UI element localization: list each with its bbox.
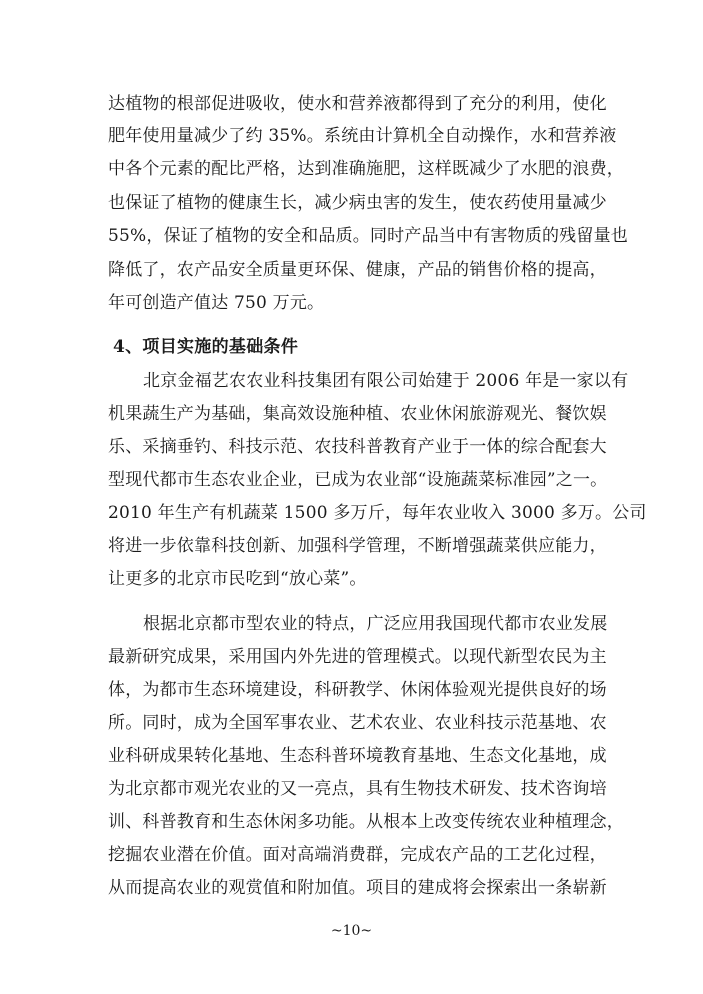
- page-number: ~10~: [330, 923, 373, 939]
- text-line: 乐、采摘垂钓、科技示范、农技科普教育产业于一体的综合配套大: [108, 437, 607, 457]
- text-line: 也保证了植物的健康生长，减少病虫害的发生，使农药使用量减少: [108, 193, 607, 213]
- section-heading: 4、项目实施的基础条件: [113, 337, 299, 357]
- text-line: 将进一步依靠科技创新、加强科学管理，不断增强蔬菜供应能力，: [108, 536, 607, 556]
- text-line: 挖掘农业潜在价值。面对高端消费群，完成农产品的工艺化过程，: [108, 845, 607, 865]
- text-line: 达植物的根部促进吸收，使水和营养液都得到了充分的利用，使化: [108, 94, 607, 114]
- text-line: 55%，保证了植物的安全和品质。同时产品当中有害物质的残留量也: [108, 226, 628, 246]
- text-line: 体，为都市生态环境建设，科研教学、休闲体验观光提供良好的场: [108, 680, 607, 700]
- text-line: 2010 年生产有机蔬菜 1500 多万斤，每年农业收入 3000 多万。公司: [108, 503, 647, 523]
- text-line: 训、科普教育和生态休闲多功能。从根本上改变传统农业种植理念，: [108, 812, 624, 832]
- text-line: 根据北京都市型农业的特点，广泛应用我国现代都市农业发展: [143, 614, 608, 634]
- text-line: 中各个元素的配比严格，达到准确施肥，这样既减少了水肥的浪费，: [108, 159, 624, 179]
- text-line: 所。同时，成为全国军事农业、艺术农业、农业科技示范基地、农: [108, 713, 607, 733]
- text-line: 从而提高农业的观赏值和附加值。项目的建成将会探索出一条崭新: [108, 878, 607, 898]
- text-line: 让更多的北京市民吃到“放心菜”。: [108, 569, 367, 589]
- text-line: 型现代都市生态农业企业，已成为农业部“设施蔬菜标准园”之一。: [108, 470, 608, 490]
- text-line: 最新研究成果，采用国内外先进的管理模式。以现代新型农民为主: [108, 647, 607, 667]
- text-line: 业科研成果转化基地、生态科普环境教育基地、生态文化基地，成: [108, 746, 607, 766]
- text-line: 北京金福艺农农业科技集团有限公司始建于 2006 年是一家以有: [143, 371, 629, 391]
- text-line: 降低了，农产品安全质量更环保、健康，产品的销售价格的提高，: [108, 260, 607, 280]
- text-line: 为北京都市观光农业的又一亮点，具有生物技术研发、技术咨询培: [108, 779, 607, 799]
- text-line: 肥年使用量减少了约 35%。系统由计算机全自动操作，水和营养液: [108, 126, 617, 146]
- text-line: 机果蔬生产为基础，集高效设施种植、农业休闲旅游观光、餐饮娱: [108, 404, 607, 424]
- text-line: 年可创造产值达 750 万元。: [108, 293, 325, 313]
